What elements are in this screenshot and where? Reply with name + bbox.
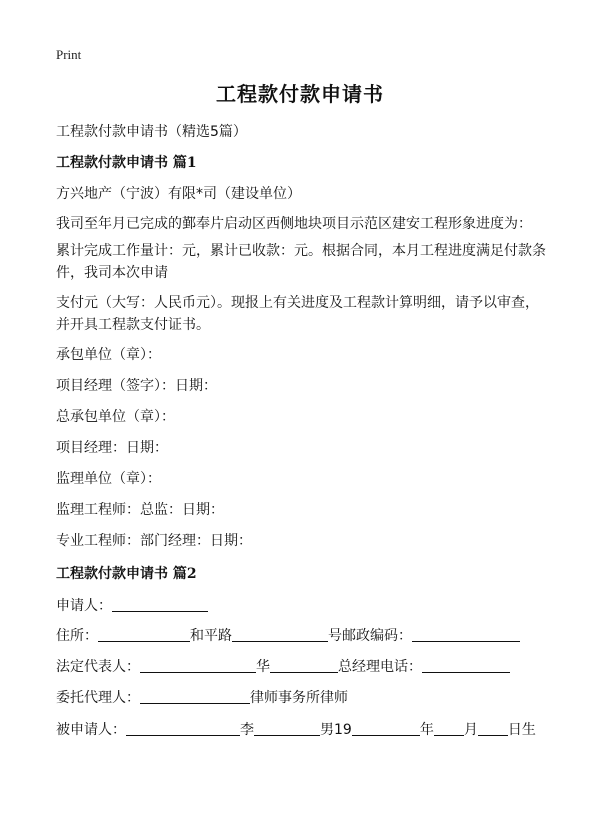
- pm-signature: 项目经理（签字）：日期：: [56, 378, 217, 394]
- road-label: 和平路: [190, 628, 232, 644]
- hua-blank[interactable]: [270, 658, 338, 673]
- print-link[interactable]: Print: [56, 47, 82, 62]
- agent-blank[interactable]: [140, 689, 250, 704]
- address-label: 住所：: [56, 628, 98, 644]
- section-heading-2: 工程款付款申请书 篇2: [56, 566, 197, 582]
- phone-blank[interactable]: [422, 658, 510, 673]
- road-number-blank[interactable]: [232, 627, 328, 642]
- applicant-blank[interactable]: [112, 597, 208, 612]
- section-heading-1: 工程款付款申请书 篇1: [56, 155, 197, 171]
- legal-rep-blank[interactable]: [140, 658, 256, 673]
- law-firm-label: 律师事务所律师: [250, 690, 348, 706]
- form-row-applicant: [56, 595, 208, 615]
- li-blank[interactable]: [254, 721, 320, 736]
- general-contractor-seal: 总承包单位（章）：: [56, 409, 175, 425]
- agent-label: 委托代理人：: [56, 690, 140, 706]
- postal-label: 号邮政编码：: [328, 628, 412, 644]
- hua-label: 华: [256, 659, 270, 675]
- form-row-respondent: [56, 719, 536, 739]
- address-blank[interactable]: [98, 627, 190, 642]
- paragraph-payment: 支付元（大写：人民币元）。现报上有关进度及工程款计算明细，请予以审查，并开具工程款支付证书。: [56, 295, 539, 333]
- paragraph-amount: 累计完成工作量计：元，累计已收款：元。根据合同，本月工程进度满足付款条件，我司本次申请: [56, 243, 546, 281]
- paragraph-progress: 我司至年月已完成的鄞奉片启动区西侧地块项目示范区建安工程形象进度为：: [56, 216, 532, 232]
- supervising-engineer: 监理工程师：总监：日期：: [56, 502, 224, 518]
- applicant-label: 申请人：: [56, 598, 112, 614]
- li-label: 李: [240, 722, 254, 738]
- contractor-seal: 承包单位（章）：: [56, 347, 161, 363]
- legal-rep-label: 法定代表人：: [56, 659, 140, 675]
- birth-year-blank[interactable]: [352, 721, 420, 736]
- postal-blank[interactable]: [412, 627, 520, 642]
- form-row-agent: [56, 687, 348, 707]
- birth-day-blank[interactable]: [478, 721, 508, 736]
- document-title: 工程款付款申请书: [216, 82, 384, 106]
- born-label: 日生: [507, 722, 536, 738]
- supervisor-seal: 监理单位（章）：: [56, 471, 161, 487]
- document-subtitle: 工程款付款申请书（精选5篇）: [56, 124, 247, 140]
- respondent-label: 被申请人：: [56, 722, 126, 738]
- year-label: 年: [419, 722, 434, 738]
- pm-date: 项目经理：日期：: [56, 440, 168, 456]
- respondent-blank[interactable]: [126, 721, 240, 736]
- specialty-engineer: 专业工程师：部门经理：日期：: [56, 533, 252, 549]
- paragraph-client: 方兴地产（宁波）有限*司（建设单位）: [56, 186, 301, 202]
- manager-phone-label: 总经理电话：: [338, 659, 422, 675]
- birth-month-blank[interactable]: [434, 721, 464, 736]
- form-row-address: [56, 625, 520, 645]
- male-label: 男19: [320, 722, 352, 738]
- month-label: 月: [463, 722, 478, 738]
- form-row-legal-rep: [56, 656, 510, 676]
